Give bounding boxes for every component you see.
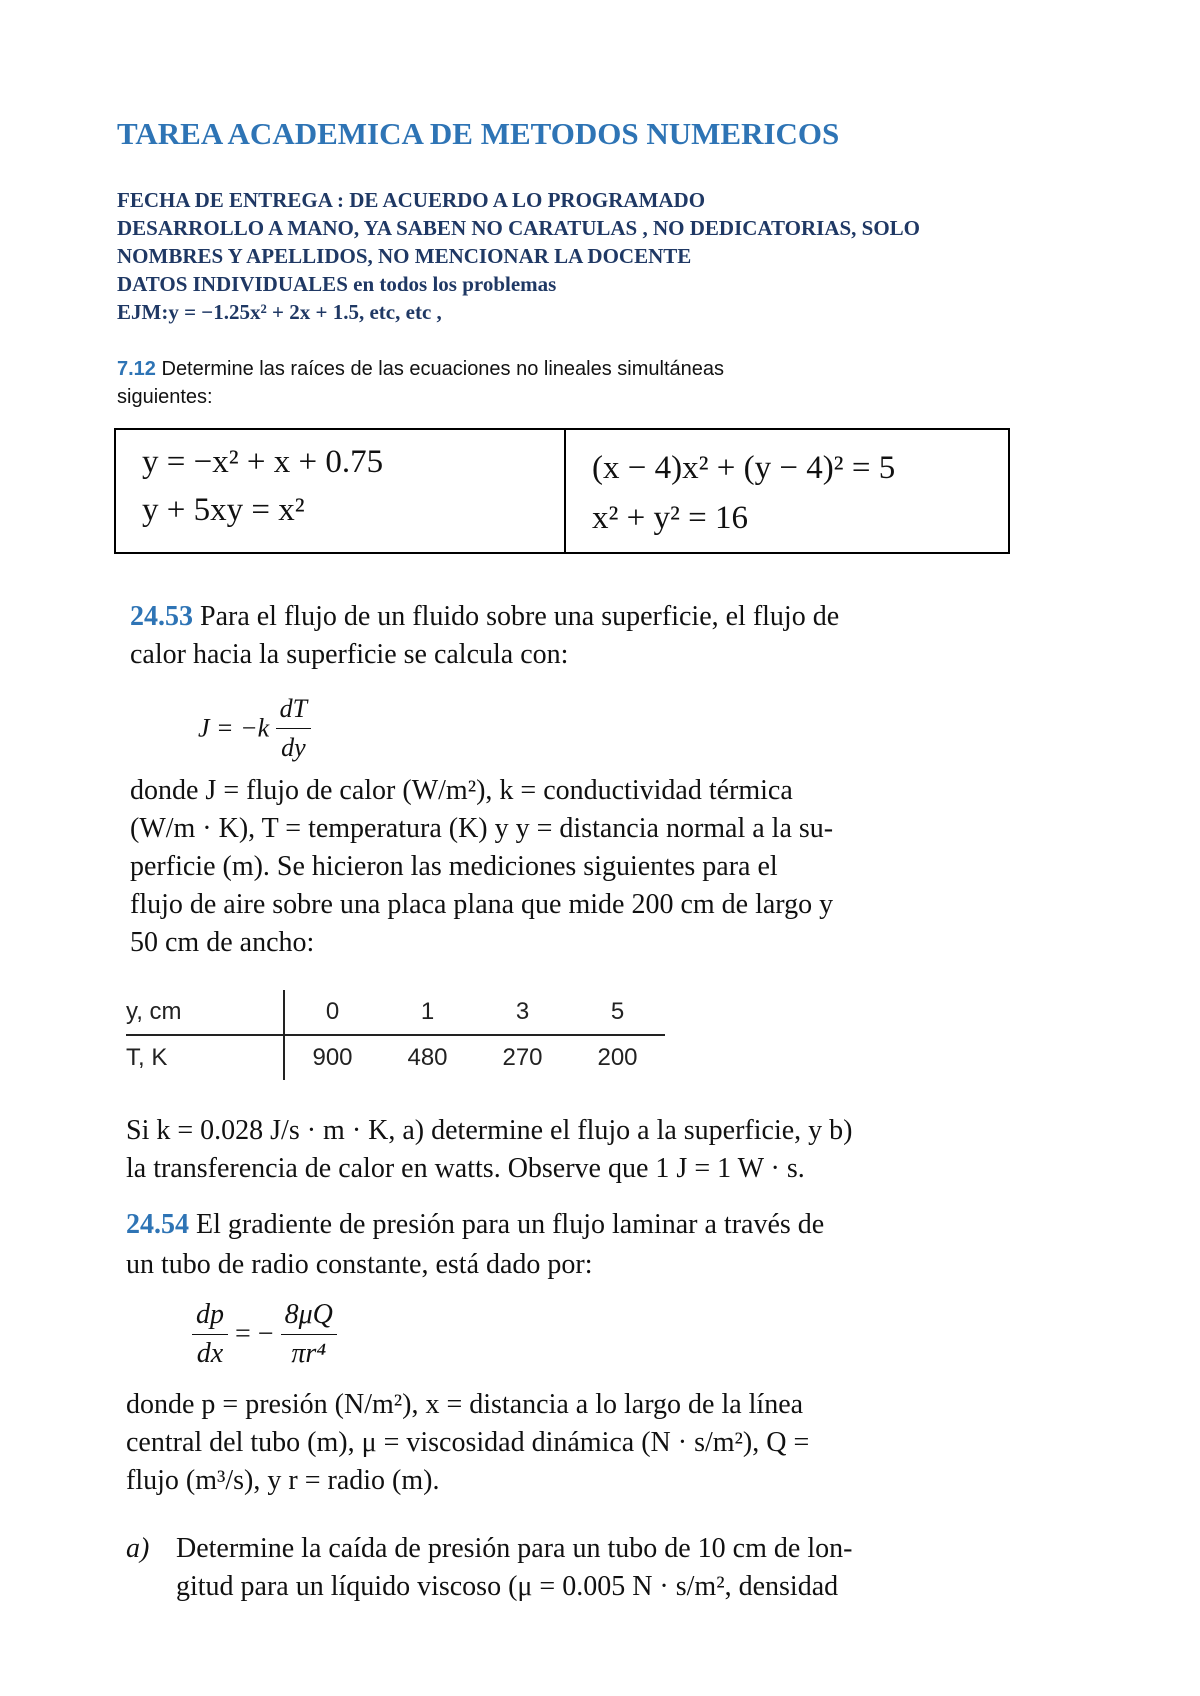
formula-numerator: dT [276, 690, 311, 729]
equation-left-1: y = −x² + x + 0.75 [142, 444, 384, 480]
formula-lhs: J = −k [198, 713, 270, 743]
header-line-2: DESARROLLO A MANO, YA SABEN NO CARATULAS , NO DEDICATORIAS, SOLO [117, 216, 921, 240]
problem-7-12-line-1 [117, 356, 724, 383]
formula-denominator: dx [196, 1338, 224, 1369]
problem-number: 24.53 [130, 601, 193, 632]
problem-24-53-line-2: calor hacia la superficie se calcula con: [130, 639, 569, 670]
pressure-gradient-formula [192, 1296, 337, 1373]
problem-7-12-line-2: siguientes: [117, 386, 213, 408]
table-row [126, 990, 665, 1035]
formula-denominator: dy [281, 733, 306, 762]
table-cell: 3 [515, 998, 530, 1025]
after-line-1: Si k = 0.028 J/s · m · K, a) determine el flujo a la superficie, y b) [126, 1115, 853, 1146]
header-line-4: DATOS INDIVIDUALES en todos los problemas [117, 272, 557, 296]
problem-number: 7.12 [117, 358, 156, 380]
equation-left-2: y + 5xy = x² [142, 492, 305, 528]
body-line-5: 50 cm de ancho: [130, 927, 315, 958]
problem-text: El gradiente de presión para un flujo laminar a través de [189, 1209, 825, 1240]
equation-box-right [562, 428, 1010, 554]
table-row-label: y, cm [126, 990, 284, 1035]
body-line-1: donde p = presión (N/m²), x = distancia a lo largo de la línea [126, 1389, 804, 1420]
measurements-table [126, 990, 665, 1080]
item-a-label: a) [126, 1533, 150, 1564]
table-cell: 0 [325, 998, 340, 1025]
equation-right-2: x² + y² = 16 [592, 500, 749, 536]
example-equation: y = −1.25x² + 2x + 1.5, etc, etc , [168, 300, 442, 324]
problem-24-53-line-1 [130, 598, 839, 636]
problem-24-54-line-1 [126, 1206, 824, 1244]
header-line-1: FECHA DE ENTREGA : DE ACUERDO A LO PROGRAMADO [117, 188, 706, 212]
problem-24-54-line-2: un tubo de radio constante, está dado por: [126, 1249, 593, 1280]
formula-denominator: πr⁴ [291, 1338, 327, 1369]
heat-flux-formula [198, 690, 311, 767]
body-line-2: central del tubo (m), μ = viscosidad dinámica (N · s/m²), Q = [126, 1427, 810, 1458]
formula-fraction [276, 690, 311, 767]
equation-right-1: (x − 4)x² + (y − 4)² = 5 [592, 450, 896, 486]
table-row [126, 1035, 665, 1080]
formula-equals: = − [235, 1318, 274, 1350]
problem-number: 24.54 [126, 1209, 189, 1240]
body-line-2: (W/m · K), T = temperatura (K) y y = distancia normal a la su- [130, 813, 834, 844]
table-cell: 900 [312, 1044, 353, 1071]
problem-text: Determine las raíces de las ecuaciones no lineales simultáneas [155, 358, 725, 380]
example-line [117, 298, 442, 326]
item-a-line-2: gitud para un líquido viscoso (μ = 0.005 N · s/m², densidad [176, 1571, 839, 1602]
after-line-2: la transferencia de calor en watts. Observe que 1 J = 1 W · s. [126, 1153, 805, 1184]
table-cell: 200 [597, 1044, 638, 1071]
problem-text: Para el flujo de un fluido sobre una superficie, el flujo de [193, 601, 840, 632]
table-cell: 480 [407, 1044, 448, 1071]
table-cell: 270 [502, 1044, 543, 1071]
body-line-3: flujo (m³/s), y r = radio (m). [126, 1465, 440, 1496]
equation-box-left [114, 428, 566, 554]
page-title: TAREA ACADEMICA DE METODOS NUMERICOS [117, 116, 840, 151]
table-cell: 1 [420, 998, 435, 1025]
body-line-4: flujo de aire sobre una placa plana que mide 200 cm de largo y [130, 889, 834, 920]
table-cell: 5 [610, 998, 625, 1025]
formula-lhs-fraction [192, 1296, 228, 1373]
measurements-table-wrap [126, 990, 665, 1080]
body-line-1: donde J = flujo de calor (W/m²), k = conductividad térmica [130, 775, 793, 806]
formula-rhs-fraction [281, 1296, 337, 1373]
example-label: EJM: [117, 300, 169, 324]
body-line-3: perficie (m). Se hicieron las mediciones siguientes para el [130, 851, 778, 882]
formula-numerator: 8μQ [281, 1296, 337, 1335]
table-row-label: T, K [126, 1035, 284, 1080]
header-line-3: NOMBRES Y APELLIDOS, NO MENCIONAR LA DOCENTE [117, 244, 692, 268]
item-a-line-1: Determine la caída de presión para un tubo de 10 cm de lon- [176, 1533, 853, 1564]
formula-numerator: dp [192, 1296, 228, 1335]
